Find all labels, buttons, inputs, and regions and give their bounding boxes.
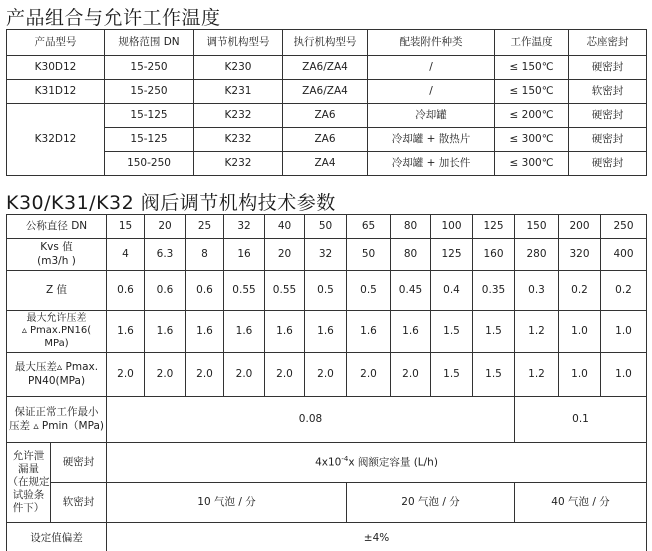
dn-cell: 250 (601, 215, 647, 239)
header-cell: 芯座密封 (569, 30, 647, 56)
pmin-value-small-dn: 0.08 (107, 397, 515, 443)
pn16-cell: 1.6 (265, 311, 305, 353)
row-label (7, 311, 107, 353)
pn16-cell: 1.0 (559, 311, 601, 353)
kvs-cell: 8 (186, 239, 224, 271)
dn-cell: 50 (305, 215, 347, 239)
pn40-cell: 2.0 (265, 353, 305, 397)
section-title-product-combo: 产品组合与允许工作温度 (6, 7, 221, 29)
pn40-row (7, 353, 647, 397)
pn40-cell: 2.0 (107, 353, 145, 397)
pn40-cell: 1.5 (431, 353, 473, 397)
table-row (7, 80, 647, 104)
header-cell: 执行机构型号 (283, 30, 368, 56)
actuator-cell: ZA6 (283, 128, 368, 152)
soft-seal-value: 10 气泡 / 分 (107, 483, 347, 523)
temp-cell: ≤ 200℃ (495, 104, 569, 128)
seal-cell: 硬密封 (569, 128, 647, 152)
regulator-cell: K231 (194, 80, 283, 104)
leak-label-line: 试验条 (12, 489, 45, 502)
actuator-cell: ZA6 (283, 104, 368, 128)
pn16-label-line: ▵ Pmax.PN16( (21, 325, 92, 337)
hard-seal-value-suffix: x 阀额定容量 (L/h) (348, 456, 438, 469)
deviation-value: ±4% (107, 523, 647, 551)
row-label: Z 值 (7, 271, 107, 311)
actuator-cell: ZA6/ZA4 (283, 56, 368, 80)
pn16-cell: 1.6 (107, 311, 145, 353)
seal-cell: 硬密封 (569, 104, 647, 128)
seal-cell: 软密封 (569, 80, 647, 104)
z-cell: 0.45 (391, 271, 431, 311)
dn-cell: 15-250 (105, 80, 194, 104)
pn16-cell: 1.6 (391, 311, 431, 353)
hard-seal-value-exponent: -4 (341, 455, 349, 464)
row-label: 公称直径 DN (7, 215, 107, 239)
dn-cell: 40 (265, 215, 305, 239)
z-cell: 0.3 (515, 271, 559, 311)
kvs-cell: 50 (347, 239, 391, 271)
accessory-cell: 冷却罐 (368, 104, 495, 128)
kvs-cell: 6.3 (145, 239, 186, 271)
header-cell: 配装附件种类 (368, 30, 495, 56)
deviation-row (7, 523, 647, 551)
row-label (7, 353, 107, 397)
header-cell: 调节机构型号 (194, 30, 283, 56)
pn40-cell: 2.0 (186, 353, 224, 397)
row-label: 设定值偏差 (7, 523, 107, 551)
z-row (7, 271, 647, 311)
pmin-value-large-dn: 0.1 (515, 397, 647, 443)
z-cell: 0.5 (347, 271, 391, 311)
z-cell: 0.2 (601, 271, 647, 311)
kvs-cell: 280 (515, 239, 559, 271)
temp-cell: ≤ 150℃ (495, 56, 569, 80)
section-title-tech-params: K30/K31/K32 阀后调节机构技术参数 (6, 192, 336, 214)
pn16-label-line: MPa) (44, 337, 69, 349)
leak-soft-row (7, 483, 647, 523)
dn-cell: 65 (347, 215, 391, 239)
temp-cell: ≤ 300℃ (495, 128, 569, 152)
seal-cell: 硬密封 (569, 56, 647, 80)
pn16-cell: 1.5 (431, 311, 473, 353)
dn-cell: 15-250 (105, 56, 194, 80)
kvs-cell: 125 (431, 239, 473, 271)
pn40-cell: 2.0 (145, 353, 186, 397)
pn16-cell: 1.0 (601, 311, 647, 353)
dn-cell: 15-125 (105, 128, 194, 152)
dn-cell: 20 (145, 215, 186, 239)
model-cell: K31D12 (7, 80, 105, 104)
pn16-cell: 1.6 (145, 311, 186, 353)
regulator-cell: K230 (194, 56, 283, 80)
leak-label-line: 允许泄 (12, 449, 45, 462)
header-cell: 规格范围 DN (105, 30, 194, 56)
tech-params-table (6, 214, 647, 551)
pn16-cell: 1.6 (224, 311, 265, 353)
dn-cell: 15-125 (105, 104, 194, 128)
pn40-label-line: 最大压差▵ Pmax. (14, 361, 99, 374)
kvs-label-unit: (m3/h ) (37, 254, 76, 267)
kvs-cell: 400 (601, 239, 647, 271)
leak-hard-row (7, 443, 647, 483)
row-label (7, 397, 107, 443)
leak-label-line: （在规定 (7, 475, 50, 488)
leak-label-line: 漏量 (18, 462, 39, 475)
dn-cell: 32 (224, 215, 265, 239)
pmin-label-line: 压差 ▵ Pmin（MPa) (8, 419, 105, 432)
pn16-cell: 1.2 (515, 311, 559, 353)
z-cell: 0.6 (186, 271, 224, 311)
pn40-label-line: PN40(MPa) (27, 374, 86, 387)
pn40-cell: 2.0 (347, 353, 391, 397)
accessory-cell: / (368, 80, 495, 104)
leak-label-line: 件下） (12, 502, 45, 515)
pn40-cell: 1.2 (515, 353, 559, 397)
regulator-cell: K232 (194, 152, 283, 176)
header-cell: 工作温度 (495, 30, 569, 56)
dn-cell: 150-250 (105, 152, 194, 176)
dn-cell: 25 (186, 215, 224, 239)
temp-cell: ≤ 150℃ (495, 80, 569, 104)
product-combo-table (6, 29, 647, 176)
soft-seal-label: 软密封 (51, 483, 107, 523)
z-cell: 0.4 (431, 271, 473, 311)
regulator-cell: K232 (194, 128, 283, 152)
soft-seal-value: 40 气泡 / 分 (515, 483, 647, 523)
table-row (7, 56, 647, 80)
pn16-cell: 1.5 (473, 311, 515, 353)
pmin-label-line: 保证正常工作最小 (14, 406, 99, 419)
pn40-cell: 2.0 (305, 353, 347, 397)
dn-cell: 200 (559, 215, 601, 239)
kvs-cell: 4 (107, 239, 145, 271)
actuator-cell: ZA6/ZA4 (283, 80, 368, 104)
leak-label (7, 443, 51, 523)
dn-cell: 125 (473, 215, 515, 239)
seal-cell: 硬密封 (569, 152, 647, 176)
table-row (7, 104, 647, 128)
hard-seal-value-prefix: 4x10 (315, 456, 342, 469)
dn-cell: 150 (515, 215, 559, 239)
accessory-cell: 冷却罐 + 散热片 (368, 128, 495, 152)
kvs-cell: 20 (265, 239, 305, 271)
pn16-row (7, 311, 647, 353)
hard-seal-value (107, 443, 647, 483)
pn16-cell: 1.6 (347, 311, 391, 353)
accessory-cell: / (368, 56, 495, 80)
model-cell: K32D12 (7, 104, 105, 176)
pn16-cell: 1.6 (305, 311, 347, 353)
pn40-cell: 1.0 (601, 353, 647, 397)
kvs-label-line: Kvs 值 (40, 241, 73, 254)
pn40-cell: 1.5 (473, 353, 515, 397)
model-cell: K30D12 (7, 56, 105, 80)
kvs-cell: 320 (559, 239, 601, 271)
z-cell: 0.55 (265, 271, 305, 311)
row-label (7, 239, 107, 271)
pmin-row (7, 397, 647, 443)
pn40-cell: 2.0 (391, 353, 431, 397)
dn-cell: 80 (391, 215, 431, 239)
temp-cell: ≤ 300℃ (495, 152, 569, 176)
dn-cell: 15 (107, 215, 145, 239)
pn40-cell: 2.0 (224, 353, 265, 397)
z-cell: 0.6 (145, 271, 186, 311)
kvs-cell: 16 (224, 239, 265, 271)
kvs-row (7, 239, 647, 271)
z-cell: 0.2 (559, 271, 601, 311)
z-cell: 0.35 (473, 271, 515, 311)
pn16-cell: 1.6 (186, 311, 224, 353)
pn40-cell: 1.0 (559, 353, 601, 397)
table-header-row (7, 30, 647, 56)
kvs-cell: 160 (473, 239, 515, 271)
kvs-cell: 80 (391, 239, 431, 271)
dn-row (7, 215, 647, 239)
z-cell: 0.55 (224, 271, 265, 311)
z-cell: 0.5 (305, 271, 347, 311)
actuator-cell: ZA4 (283, 152, 368, 176)
soft-seal-value: 20 气泡 / 分 (347, 483, 515, 523)
kvs-cell: 32 (305, 239, 347, 271)
dn-cell: 100 (431, 215, 473, 239)
hard-seal-label: 硬密封 (51, 443, 107, 483)
regulator-cell: K232 (194, 104, 283, 128)
pn16-label-line: 最大允许压差 (26, 312, 87, 324)
header-cell: 产品型号 (7, 30, 105, 56)
accessory-cell: 冷却罐 + 加长件 (368, 152, 495, 176)
z-cell: 0.6 (107, 271, 145, 311)
